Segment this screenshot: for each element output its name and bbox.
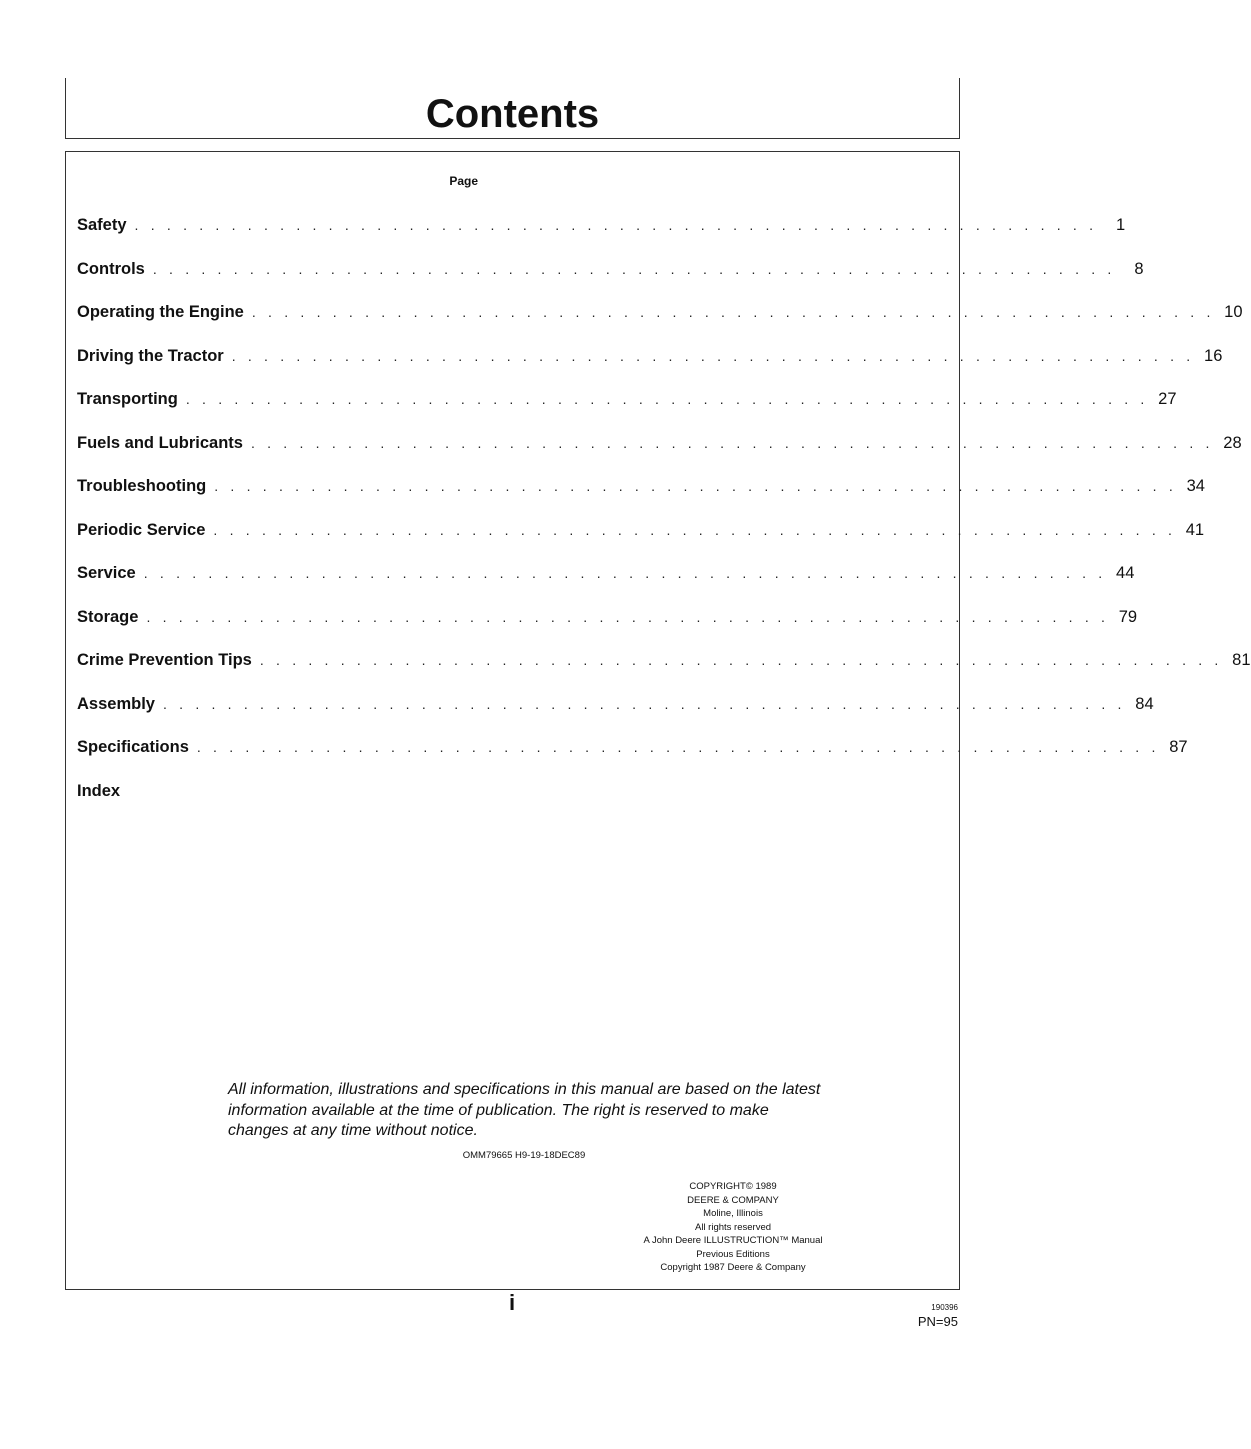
toc-item-page: 41: [1185, 520, 1205, 539]
toc-item-label: Assembly: [77, 694, 155, 713]
toc-item[interactable]: [77, 738, 1188, 782]
dot-leader: . . . . . . . . . . . . . . . . . . . . . . . . . . . . . . . . . . . . . . . . . . . . . . . . . . . . . . . . . . . .: [251, 304, 1215, 320]
toc-item-page: 27: [1158, 390, 1177, 408]
copyright-line: Previous Editions: [696, 1248, 770, 1260]
toc-item-page: 87: [1169, 738, 1188, 756]
toc-item-page: 1: [1116, 216, 1126, 234]
toc-item[interactable]: [77, 694, 1154, 739]
toc-item[interactable]: [77, 607, 1138, 652]
toc-item[interactable]: [77, 477, 1205, 521]
toc-item-page: 81: [1232, 651, 1251, 669]
toc-item[interactable]: [77, 216, 1126, 260]
toc-item[interactable]: [77, 303, 1243, 347]
dot-leader: . . . . . . . . . . . . . . . . . . . . . . . . . . . . . . . . . . . . . . . . . . . . . . . . . . . . . . . . . . . .: [214, 478, 1177, 494]
toc-item[interactable]: [77, 259, 1144, 304]
dot-leader: . . . . . . . . . . . . . . . . . . . . . . . . . . . . . . . . . . . . . . . . . . . . . . . . . . . . . . . . . . . .: [162, 695, 1126, 712]
toc-item-label: Safety: [77, 216, 127, 234]
copyright-line: A John Deere ILLUSTRUCTION™ Manual: [643, 1235, 823, 1246]
dot-leader: . . . . . . . . . . . . . . . . . . . . . . . . . . . . . . . . . . . . . . . . . . . . . . . . . . . . . . . . . . . .: [152, 260, 1116, 277]
dot-leader: . . . . . . . . . . . . . . . . . . . . . . . . . . . . . . . . . . . . . . . . . . . . . . . . . . . . . . . . . . . .: [259, 652, 1223, 668]
copyright-line: All rights reserved: [694, 1221, 772, 1233]
toc-item[interactable]: [77, 782, 479, 826]
dot-leader: . . . . . . . . . . . . . . . . . . . . . . . . . . . . . . . . . . . . . . . . . . . . . . . . . . . . . . . . . . . .: [231, 347, 1195, 364]
page-title: Contents: [425, 92, 600, 136]
toc-item-label: Controls: [77, 259, 145, 278]
copyright-line: Copyright 1987 Deere & Company: [660, 1262, 806, 1273]
toc-item-page: 84: [1135, 694, 1154, 713]
dot-leader: . . . . . . . . . . . . . . . . . . . . . . . . . . . . . . . . . . . . . . . . . . . . . . . . . . . . . . . . . . . .: [143, 565, 1107, 581]
toc-item[interactable]: [77, 390, 1177, 434]
toc-item-label: Service: [77, 564, 136, 582]
toc-item-page: 8: [1134, 259, 1144, 278]
toc-item-page: 79: [1118, 607, 1138, 626]
toc-item-label: Crime Prevention Tips: [77, 651, 252, 669]
footer-code: 190396: [931, 1303, 958, 1312]
toc-item-page: 44: [1116, 564, 1135, 582]
toc-item-label: Operating the Engine: [77, 303, 244, 321]
toc-item[interactable]: [77, 346, 1223, 391]
disclaimer-notice: All information, illustrations and specifications in this manual are based on the latest information available at the time of publication. The right is reserved to make changes at any time without notice.: [228, 1081, 821, 1139]
toc-item[interactable]: [77, 433, 1242, 478]
toc-item[interactable]: [77, 651, 1251, 695]
footer-pn: PN=95: [917, 1314, 958, 1329]
copyright-line: COPYRIGHT© 1989: [689, 1181, 777, 1192]
dot-leader: . . . . . . . . . . . . . . . . . . . . . . . . . . . . . . . . . . . . . . . . . . . . . . . . . . . . . . . . . . . .: [250, 434, 1214, 451]
toc-item-page: 28: [1223, 433, 1242, 452]
toc-item-label: Storage: [77, 607, 139, 626]
dot-leader: . . . . . . . . . . . . . . . . . . . . . . . . . . . . . . . . . . . . . . . . . . . . . . . . . . . . . . . . . . . .: [213, 521, 1177, 538]
copyright-line: Moline, Illinois: [703, 1208, 763, 1219]
title-frame: [65, 78, 960, 139]
toc-item-label: Periodic Service: [77, 520, 206, 539]
document-code: OMM79665 H9-19-18DEC89: [462, 1150, 586, 1161]
toc-item-page: 10: [1224, 303, 1243, 321]
toc-item-label: Index: [77, 781, 121, 800]
page-column-header: Page: [449, 174, 478, 188]
contents-frame: [65, 151, 1251, 1290]
toc-item-page: 16: [1204, 346, 1223, 365]
toc-item-label: Fuels and Lubricants: [77, 433, 243, 452]
toc-item-label: Transporting: [77, 390, 178, 408]
dot-leader: . . . . . . . . . . . . . . . . . . . . . . . . . . . . . . . . . . . . . . . . . . . . . . . . . . . . . . . . . . . .: [185, 391, 1149, 407]
toc-item-label: Specifications: [77, 738, 189, 756]
toc-item-label: Troubleshooting: [77, 477, 207, 495]
toc-item-page: 34: [1186, 477, 1205, 495]
toc-item-label: Driving the Tractor: [77, 346, 224, 365]
table-of-contents: [77, 216, 1251, 825]
toc-item[interactable]: [77, 564, 1135, 608]
dot-leader: . . . . . . . . . . . . . . . . . . . . . . . . . . . . . . . . . . . . . . . . . . . . . . . . . . . . . . . . . . . .: [134, 217, 1098, 233]
copyright-block: [621, 1180, 845, 1275]
dot-leader: . . . . . . . . . . . . . . . . . . . . . . . . . . . . . . . . . . . . . . . . . . . . . . . . . . . . . . . . . . . .: [146, 608, 1110, 625]
copyright-line: DEERE & COMPANY: [687, 1194, 779, 1206]
dot-leader: . . . . . . . . . . . . . . . . . . . . . . . . . . . . . . . . . . . . . . . . . . . . . . . . . . . . . . . . . . . .: [196, 739, 1160, 755]
page-number: i: [508, 1290, 516, 1315]
toc-item[interactable]: [77, 520, 1205, 565]
